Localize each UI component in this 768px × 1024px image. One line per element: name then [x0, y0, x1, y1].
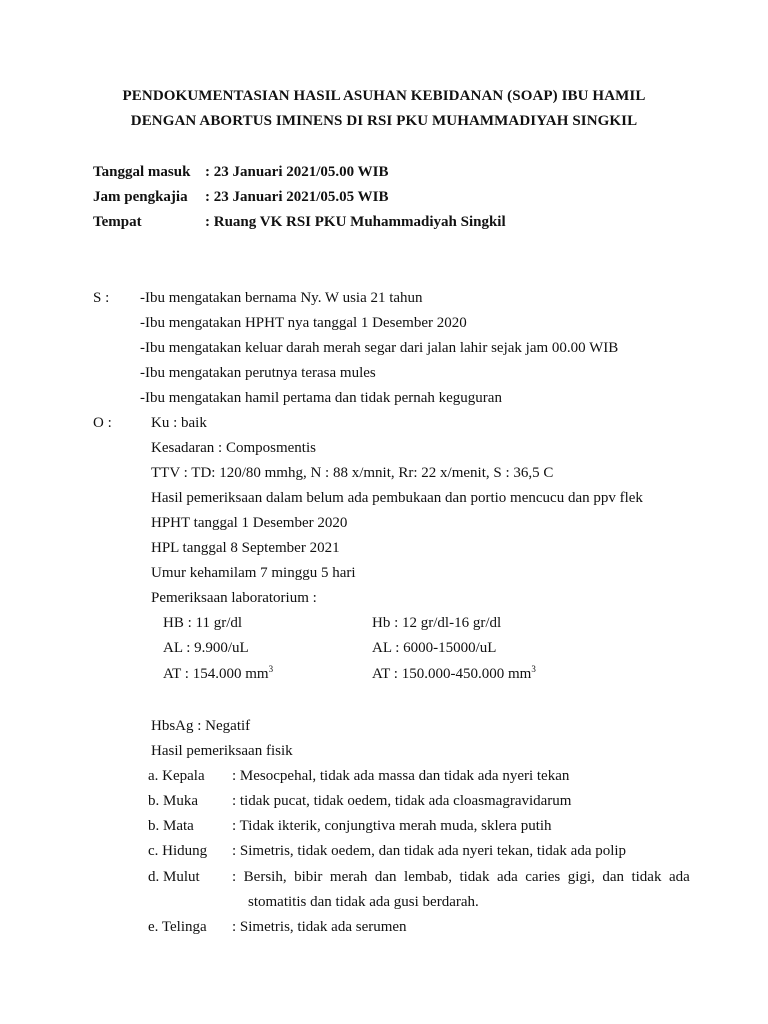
- exam-value-continuation: stomatitis dan tidak ada gusi berdarah.: [248, 894, 479, 910]
- meta-value-tanggal-masuk: : 23 Januari 2021/05.00 WIB: [205, 164, 389, 180]
- document-title-line-1: PENDOKUMENTASIAN HASIL ASUHAN KEBIDANAN (SOAP) IBU HAMIL: [122, 88, 646, 104]
- lab-normal-range: AT : 150.000-450.000 mm: [372, 666, 532, 682]
- exam-value: : Mesocpehal, tidak ada massa dan tidak ada nyeri tekan: [232, 768, 570, 784]
- objective-item: TTV : TD: 120/80 mmhg, N : 88 x/mnit, Rr: 22 x/menit, S : 36,5 C: [151, 465, 554, 481]
- exam-key: b. Mata: [148, 818, 194, 834]
- lab-result-at: [163, 666, 273, 683]
- objective-item: Pemeriksaan laboratorium :: [151, 590, 317, 606]
- exam-key: b. Muka: [148, 793, 198, 809]
- exam-value: : Simetris, tidak oedem, dan tidak ada nyeri tekan, tidak ada polip: [232, 843, 627, 859]
- section-label-o: O :: [93, 415, 112, 431]
- lab-result: AL : 9.900/uL: [163, 640, 249, 656]
- meta-label-jam-pengkajian: Jam pengkajia: [93, 189, 188, 205]
- subjective-item: -Ibu mengatakan hamil pertama dan tidak pernah keguguran: [140, 390, 502, 406]
- lab-result: HB : 11 gr/dl: [163, 615, 243, 631]
- superscript-3: 3: [268, 664, 274, 674]
- exam-key: d. Mulut: [148, 869, 200, 885]
- exam-value: : Bersih, bibir merah dan lembab, tidak ada caries gigi, dan tidak ada: [232, 869, 690, 885]
- lab-normal-range: Hb : 12 gr/dl-16 gr/dl: [372, 615, 502, 631]
- meta-label-tempat: Tempat: [93, 214, 142, 230]
- document-title-line-2: DENGAN ABORTUS IMINENS DI RSI PKU MUHAMMADIYAH SINGKIL: [130, 113, 638, 129]
- subjective-item: -Ibu mengatakan HPHT nya tanggal 1 Desember 2020: [140, 315, 467, 331]
- objective-item: Hasil pemeriksaan dalam belum ada pembukaan dan portio mencucu dan ppv flek: [151, 490, 643, 506]
- lab-result: AT : 154.000 mm: [163, 666, 269, 682]
- objective-item: HPHT tanggal 1 Desember 2020: [151, 515, 348, 531]
- subjective-item: -Ibu mengatakan bernama Ny. W usia 21 tahun: [140, 290, 423, 306]
- subjective-item: -Ibu mengatakan keluar darah merah segar dari jalan lahir sejak jam 00.00 WIB: [140, 340, 619, 356]
- section-label-s: S :: [93, 290, 110, 306]
- exam-key: e. Telinga: [148, 919, 207, 935]
- meta-value-tempat: : Ruang VK RSI PKU Muhammadiyah Singkil: [205, 214, 506, 230]
- objective-item: HPL tanggal 8 September 2021: [151, 540, 340, 556]
- exam-value: : Simetris, tidak ada serumen: [232, 919, 407, 935]
- hbsag-result: HbsAg : Negatif: [151, 718, 251, 734]
- exam-value: : Tidak ikterik, conjungtiva merah muda, sklera putih: [232, 818, 552, 834]
- objective-item: Ku : baik: [151, 415, 207, 431]
- meta-value-jam-pengkajian: : 23 Januari 2021/05.05 WIB: [205, 189, 389, 205]
- objective-item: Kesadaran : Composmentis: [151, 440, 316, 456]
- lab-normal-range: AL : 6000-15000/uL: [372, 640, 497, 656]
- exam-value: : tidak pucat, tidak oedem, tidak ada cloasmagravidarum: [232, 793, 572, 809]
- exam-key: a. Kepala: [148, 768, 205, 784]
- objective-item: Umur kehamilam 7 minggu 5 hari: [151, 565, 356, 581]
- exam-key: c. Hidung: [148, 843, 208, 859]
- lab-normal-range-at: [372, 666, 536, 683]
- meta-label-tanggal-masuk: Tanggal masuk: [93, 164, 191, 180]
- physical-exam-title: Hasil pemeriksaan fisik: [151, 743, 293, 759]
- superscript-3: 3: [531, 664, 536, 674]
- subjective-item: -Ibu mengatakan perutnya terasa mules: [140, 365, 376, 381]
